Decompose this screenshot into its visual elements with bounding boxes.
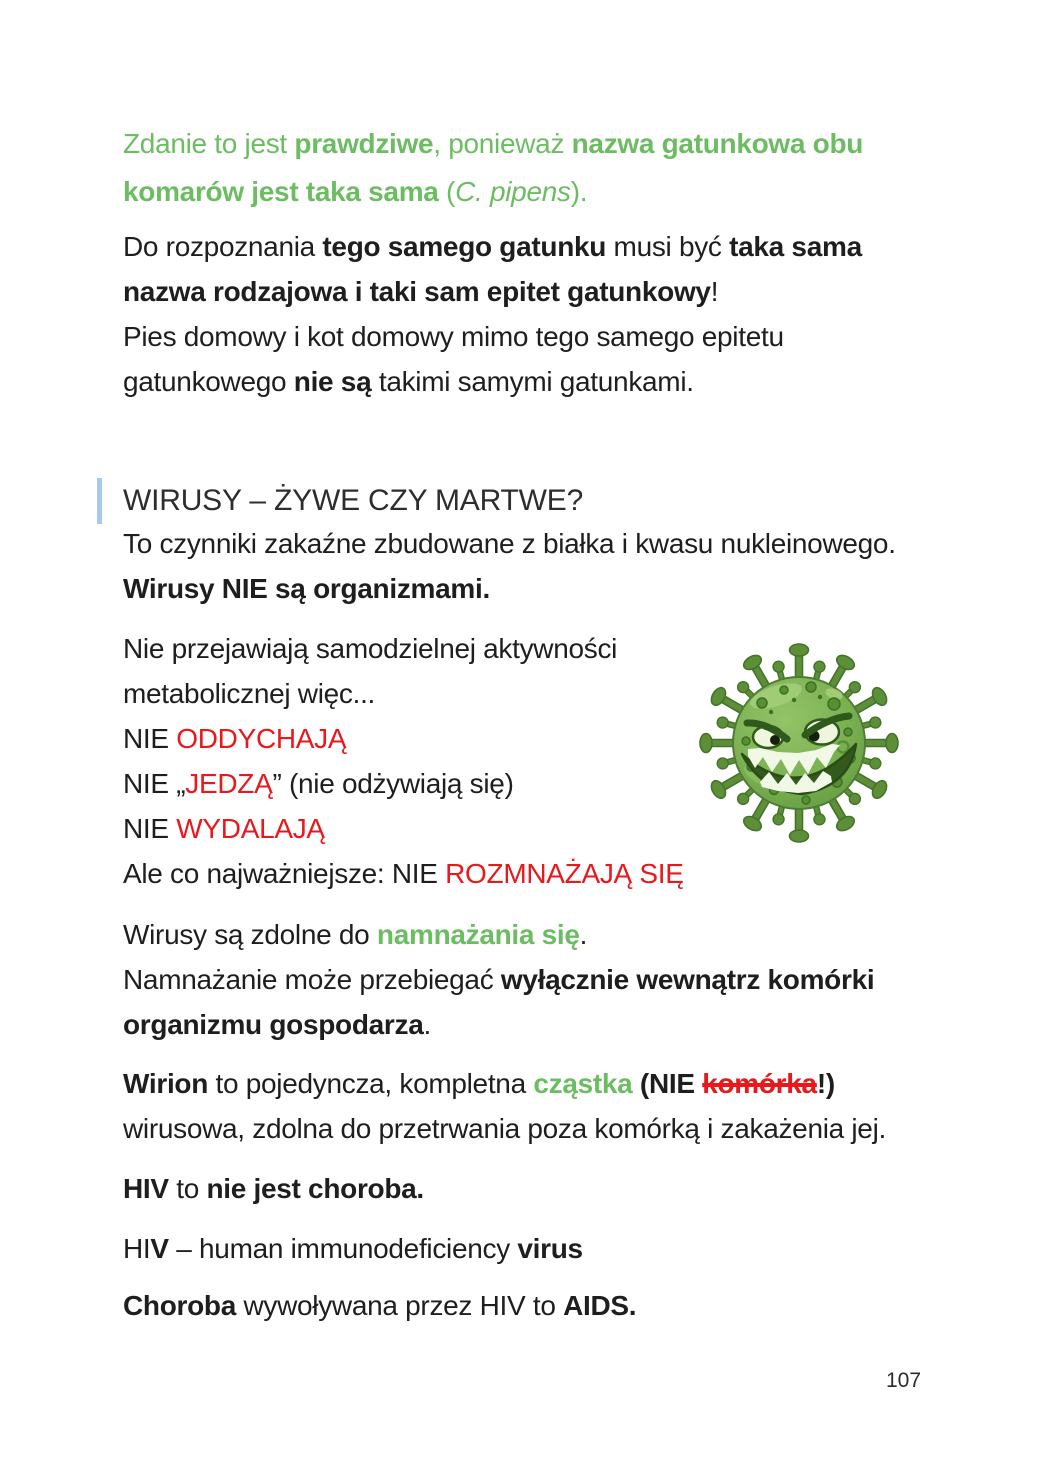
text-run: – human immunodeficiency bbox=[168, 1233, 518, 1264]
text-run: Zdanie to jest bbox=[123, 128, 295, 159]
text-run: ROZMNAŻAJĄ SIĘ bbox=[445, 858, 684, 889]
virus-activity-list bbox=[123, 626, 684, 896]
text-run: Choroba bbox=[123, 1290, 237, 1321]
text-line bbox=[123, 1002, 874, 1047]
text-run: ). bbox=[570, 176, 588, 207]
text-run: ” (nie odżywiają się) bbox=[272, 768, 514, 799]
text-run: wirusowa, zdolna do przetrwania poza komórką i zakażenia jej. bbox=[123, 1113, 886, 1144]
text-line bbox=[123, 957, 874, 1002]
text-line bbox=[123, 671, 684, 716]
text-run: takimi samymi gatunkami. bbox=[371, 366, 694, 397]
text-line bbox=[123, 224, 862, 269]
text-run: Namnażanie może przebiegać bbox=[123, 964, 501, 995]
text-run: !) bbox=[816, 1068, 835, 1099]
text-run: tego samego gatunku bbox=[322, 231, 607, 262]
virion-definition-paragraph bbox=[123, 1061, 886, 1151]
text-run: Wirusy są zdolne do bbox=[123, 919, 377, 950]
text-line bbox=[123, 1061, 886, 1106]
text-run bbox=[632, 1068, 639, 1099]
hiv-abbreviation-paragraph bbox=[123, 1226, 583, 1271]
text-run: , ponieważ bbox=[433, 128, 572, 159]
text-run: organizmu gospodarza bbox=[123, 1009, 424, 1040]
text-run: NIE bbox=[123, 813, 177, 844]
virus-replication-paragraph bbox=[123, 912, 874, 1047]
text-run: wyłącznie wewnątrz komórki bbox=[500, 964, 875, 995]
text-line bbox=[123, 359, 862, 404]
text-run: gatunkowego bbox=[123, 366, 294, 397]
text-run: Nie przejawiają samodzielnej aktywności bbox=[123, 633, 618, 664]
text-line bbox=[123, 1106, 886, 1151]
page-number: 107 bbox=[886, 1369, 922, 1392]
text-line bbox=[123, 168, 863, 216]
text-run: Wirion bbox=[123, 1068, 209, 1099]
text-run: nazwa gatunkowa obu bbox=[571, 128, 864, 159]
text-line bbox=[123, 314, 862, 359]
text-run: namnażania się bbox=[376, 919, 580, 950]
text-run: musi być bbox=[606, 231, 730, 262]
text-line bbox=[123, 626, 684, 671]
text-run: HI bbox=[123, 1233, 151, 1264]
text-run: Ale co najważniejsze: NIE bbox=[123, 858, 446, 889]
text-run: JEDZĄ bbox=[185, 768, 273, 799]
aids-statement-paragraph bbox=[123, 1283, 636, 1328]
virus-cartoon-illustration bbox=[698, 640, 900, 846]
text-run: . bbox=[423, 1009, 431, 1040]
text-line bbox=[123, 120, 863, 168]
text-line bbox=[123, 269, 862, 314]
text-run: Wirusy NIE są organizmami. bbox=[123, 573, 490, 604]
virus-definition-paragraph bbox=[123, 521, 896, 611]
text-run: ODDYCHAJĄ bbox=[176, 723, 347, 754]
text-run: C. pipens bbox=[455, 176, 571, 207]
text-line bbox=[123, 1283, 636, 1328]
text-run: prawdziwe bbox=[294, 128, 434, 159]
text-run: AIDS. bbox=[563, 1290, 637, 1321]
text-run: wywoływana przez HIV to bbox=[236, 1290, 564, 1321]
text-run: nie jest choroba. bbox=[206, 1173, 424, 1204]
text-run: cząstka bbox=[533, 1068, 633, 1099]
text-line bbox=[123, 566, 896, 611]
text-run: komórka bbox=[702, 1068, 817, 1099]
text-run: virus bbox=[517, 1233, 583, 1264]
text-run: WYDALAJĄ bbox=[176, 813, 325, 844]
text-line bbox=[123, 1226, 583, 1271]
hiv-not-disease-paragraph bbox=[123, 1166, 424, 1211]
text-run: HIV bbox=[123, 1173, 169, 1204]
text-run: To czynniki zakaźne zbudowane z białka i kwasu nukleinowego. bbox=[123, 528, 896, 559]
text-line bbox=[123, 912, 874, 957]
text-run: nazwa rodzajowa i taki sam epitet gatunkowy bbox=[123, 276, 711, 307]
text-run: Pies domowy i kot domowy mimo tego samego epitetu bbox=[123, 321, 784, 352]
text-line bbox=[123, 761, 684, 806]
text-line bbox=[123, 521, 896, 566]
text-run: metabolicznej więc... bbox=[123, 678, 376, 709]
text-line bbox=[123, 851, 684, 896]
text-run: . bbox=[579, 919, 588, 950]
text-run: nie są bbox=[293, 366, 372, 397]
text-run: Do rozpoznania bbox=[123, 231, 323, 262]
text-run: taka sama bbox=[729, 231, 862, 262]
text-run: komarów jest taka sama bbox=[123, 176, 439, 207]
text-run: ( bbox=[438, 176, 456, 207]
section-heading: WIRUSY – ŻYWE CZY MARTWE? bbox=[97, 478, 583, 524]
text-line bbox=[123, 806, 684, 851]
text-run: (NIE bbox=[639, 1068, 703, 1099]
text-run: V bbox=[150, 1233, 169, 1264]
text-run: NIE bbox=[123, 723, 177, 754]
text-line bbox=[123, 1166, 424, 1211]
text-run: NIE „ bbox=[123, 768, 186, 799]
answer-note-paragraph bbox=[123, 120, 863, 216]
text-run: to pojedyncza, kompletna bbox=[208, 1068, 534, 1099]
text-run: ! bbox=[710, 276, 719, 307]
species-explanation-paragraph bbox=[123, 224, 862, 404]
text-line bbox=[123, 716, 684, 761]
text-run: to bbox=[168, 1173, 207, 1204]
